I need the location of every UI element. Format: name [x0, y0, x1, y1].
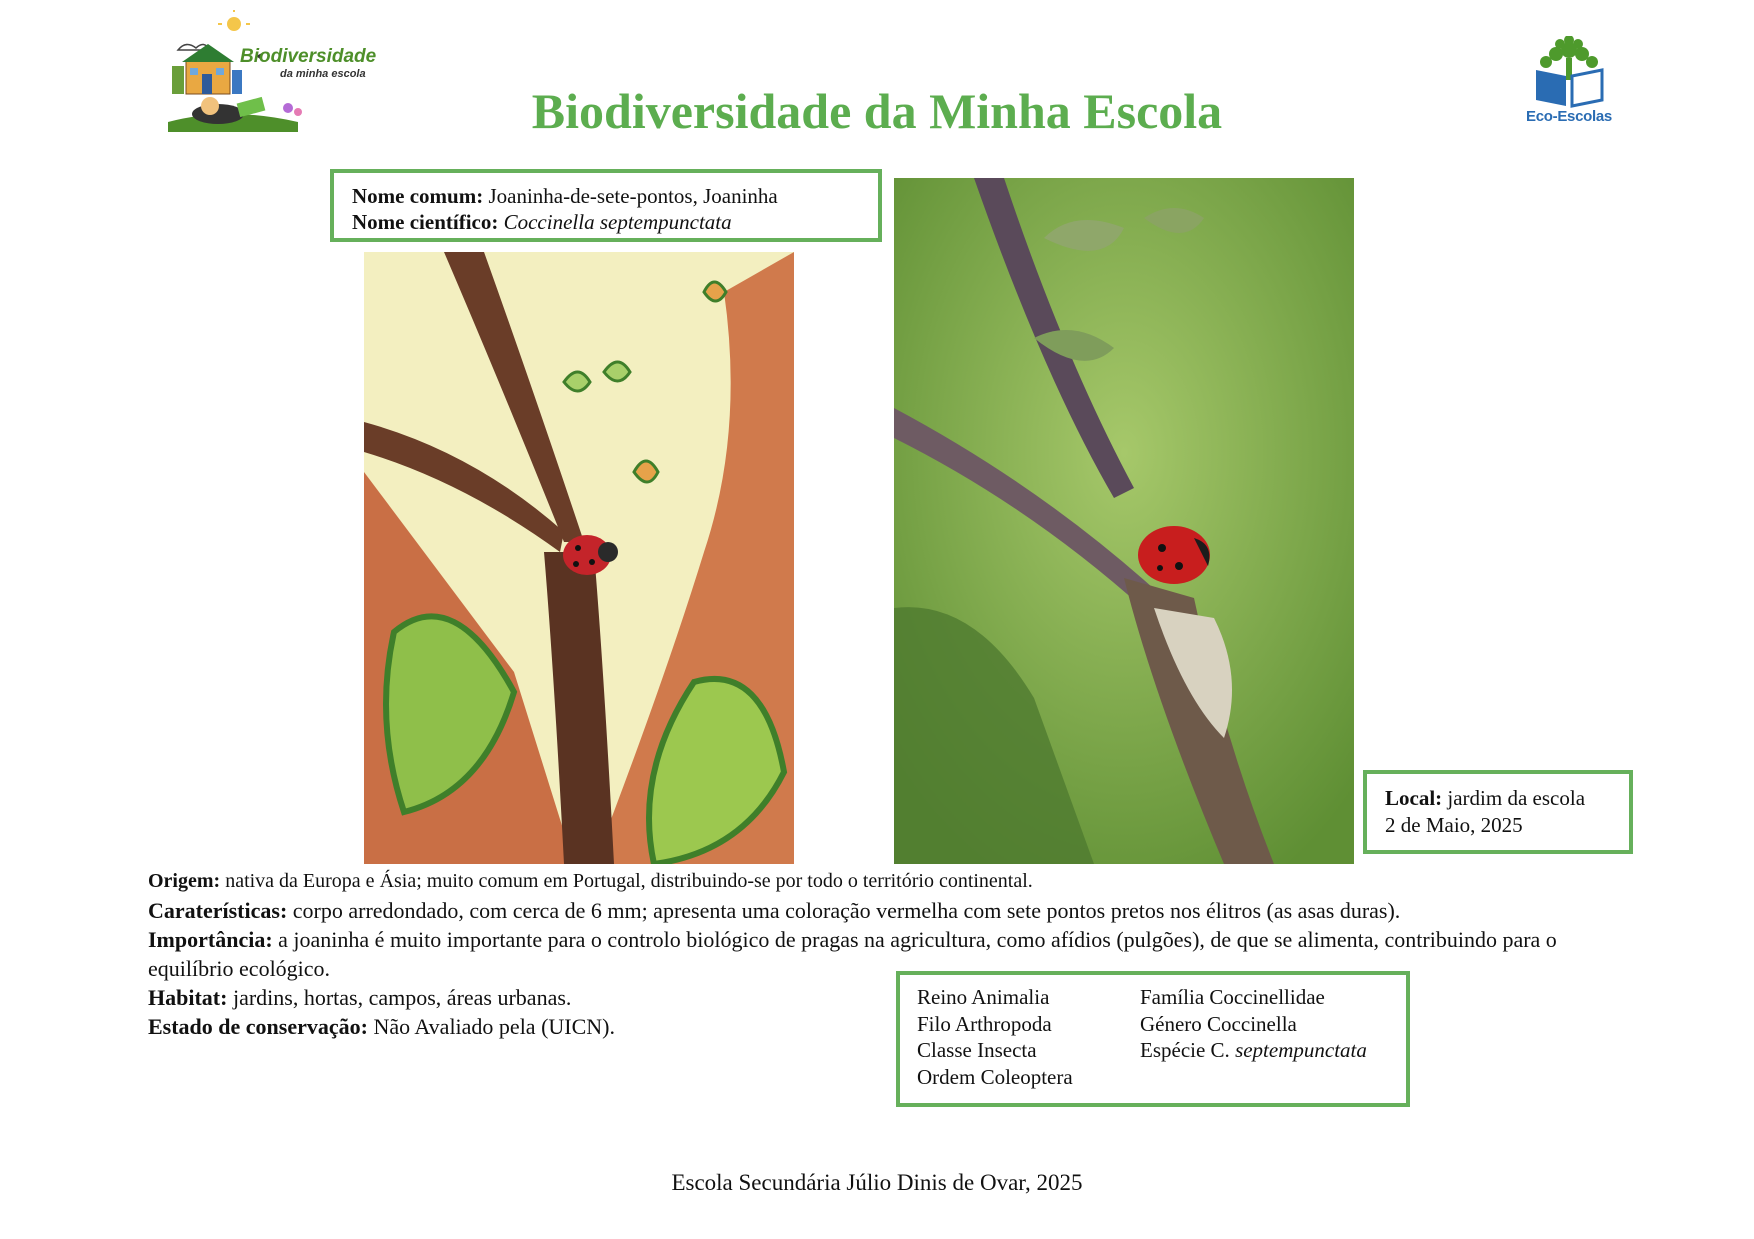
taxonomy-class: Classe Insecta	[917, 1038, 1037, 1062]
taxonomy-family: Família Coccinellidae	[1140, 985, 1325, 1009]
taxonomy-genus: Género Coccinella	[1140, 1011, 1297, 1036]
features-value: corpo arredondado, com cerca de 6 mm; apresenta uma coloração vermelha com sete pontos pretos nos élitros (as asas duras).	[287, 898, 1401, 923]
common-name-value: Joaninha-de-sete-pontos, Joaninha	[483, 184, 778, 208]
taxonomy-box	[896, 971, 1410, 1107]
location-line	[1385, 785, 1629, 812]
origin-value: nativa da Europa e Ásia; muito comum em Portugal, distribuindo-se por todo o território continental.	[220, 870, 1033, 892]
habitat-label: Habitat:	[148, 985, 228, 1010]
species-name-box	[330, 169, 882, 242]
origin-line	[148, 867, 1608, 896]
common-name-line	[352, 183, 878, 209]
taxonomy-column-right	[1140, 984, 1367, 1064]
scientific-name-line	[352, 209, 878, 235]
location-label: Local:	[1385, 786, 1443, 810]
taxonomy-species-prefix: Espécie C.	[1140, 1038, 1236, 1062]
logo-title: Biodiversidade	[240, 46, 377, 67]
taxonomy-species	[1140, 1037, 1367, 1064]
importance-value: a joaninha é muito importante para o controlo biológico de pragas na agricultura, como afídios (pulgões), de que se alimenta, contribuindo para o equilíbrio ecológico.	[148, 927, 1557, 981]
scientific-name-value: Coccinella septempunctata	[503, 210, 732, 234]
conservation-value: Não Avaliado pela (UICN).	[367, 1014, 616, 1039]
conservation-label: Estado de conservação:	[148, 1014, 368, 1039]
taxonomy-phylum: Filo Arthropoda	[917, 1011, 1052, 1036]
habitat-value: jardins, hortas, campos, áreas urbanas.	[227, 985, 572, 1010]
taxonomy-column-left	[917, 984, 1073, 1090]
location-box	[1363, 770, 1633, 854]
taxonomy-order: Ordem Coleoptera	[917, 1064, 1073, 1089]
scientific-name-label: Nome científico:	[352, 210, 499, 234]
features-label: Caraterísticas:	[148, 898, 288, 923]
ladybug-photo	[894, 178, 1354, 864]
logo-subtitle: da minha escola	[280, 68, 366, 80]
taxonomy-species-epithet: septempunctata	[1235, 1038, 1367, 1062]
features-line	[148, 896, 1608, 925]
page-title: Biodiversidade da Minha Escola	[531, 83, 1223, 139]
footer-school: Escola Secundária Júlio Dinis de Ovar, 2025	[671, 1170, 1083, 1195]
taxonomy-kingdom: Reino Animalia	[917, 985, 1050, 1009]
location-value: jardim da escola	[1442, 786, 1586, 810]
common-name-label: Nome comum:	[352, 184, 484, 208]
eco-escolas-label: Eco-Escolas	[1526, 108, 1612, 125]
importance-label: Importância:	[148, 927, 273, 952]
location-date: 2 de Maio, 2025	[1385, 813, 1523, 837]
origin-label: Origem:	[148, 870, 221, 892]
ladybug-drawing	[364, 252, 794, 864]
